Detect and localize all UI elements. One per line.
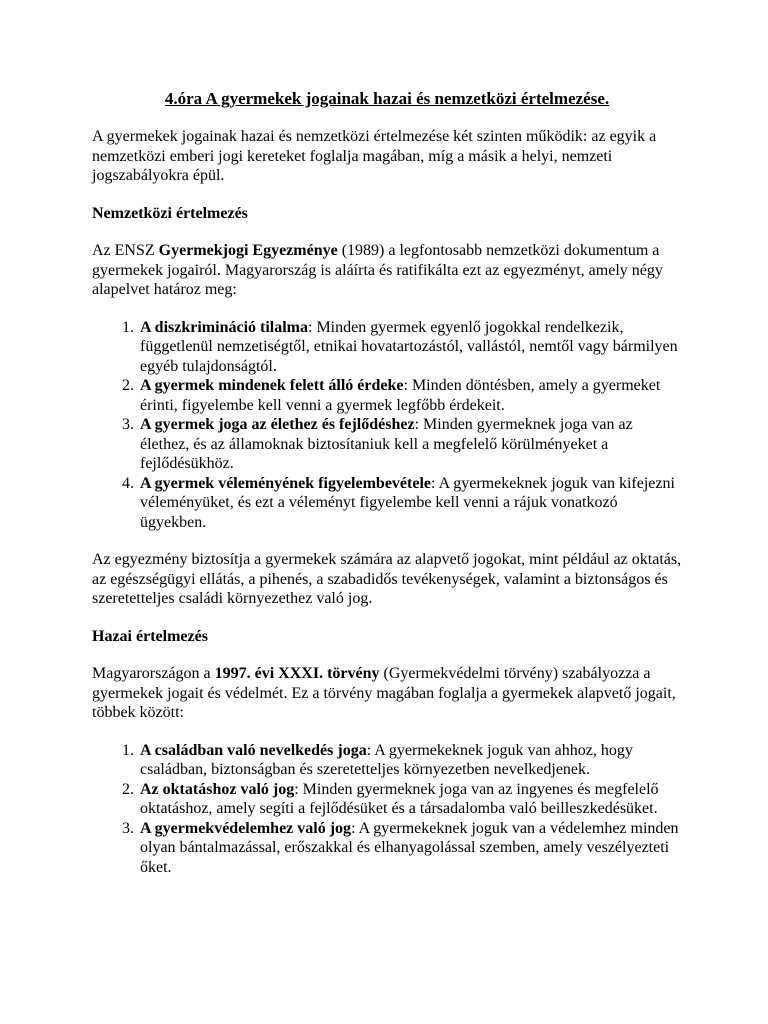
list-item <box>138 318 682 377</box>
international-heading: Nemzetközi értelmezés <box>92 204 248 222</box>
law-name: 1997. évi XXXI. törvény <box>214 665 380 682</box>
intro-paragraph: A gyermekek jogainak hazai és nemzetközi értelmezése két szinten működik: az egyik a nemzetközi emberi jogi kereteket foglalja magában, míg a másik a helyi, nemzeti jogszabályokra épül. <box>92 128 657 184</box>
list-item-text: : Minden gyermeknek joga van az ingyenes és megfelelő oktatáshoz, amely segíti a fejlődésüket és a társadalomba való beilleszkedésüket. <box>140 780 659 817</box>
list-item <box>138 474 682 533</box>
document-page <box>92 88 682 895</box>
domestic-paragraph <box>92 664 682 723</box>
list-item-text: : A gyermekeknek joguk van kifejezni véleményüket, és ezt a véleményt figyelembe kell venni a rájuk vonatkozó ügyekben. <box>140 474 675 531</box>
list-item-text: : Minden gyermeknek joga van az élethez, és az államoknak biztosítaniuk kell a megfelelő körülményeket a fejlődésükhöz. <box>140 416 633 472</box>
list-item <box>138 780 682 819</box>
list-item-term: A gyermekvédelemhez való jog <box>140 819 352 837</box>
domestic-rights-list <box>92 741 682 878</box>
list-item <box>138 819 682 878</box>
list-item-term: A gyermek joga az élethez és fejlődéshez <box>140 416 415 433</box>
convention-name: Gyermekjogi Egyezménye <box>158 242 338 259</box>
list-item-text: : A gyermekeknek joguk van ahhoz, hogy családban, biztonságban és szeretetteljes környezetben nevelkedjenek. <box>140 741 633 778</box>
list-item-term: A családban való nevelkedés joga <box>140 741 367 759</box>
international-paragraph <box>92 241 682 300</box>
international-principles-list <box>92 318 682 533</box>
list-item-text: : A gyermekeknek joguk van a védelemhez minden olyan bántalmazással, erőszakkal és elhanyagolással szemben, amely veszélyezteti őket. <box>140 819 679 876</box>
list-item-term: A gyermek véleményének figyelembevétele <box>140 474 432 492</box>
list-item-text: : Minden gyermek egyenlő jogokkal rendelkezik, függetlenül nemzetiségtől, etnikai hovatartozástól, vallástól, nemtől vagy bármilyen egyéb tulajdonságtól. <box>140 318 678 375</box>
international-paragraph-end: (1989) a legfontosabb nemzetközi dokumentum a gyermekek jogairól. Magyarország is aláírta és ratifikálta ezt az egyezményt, amely négy alapelvet határoz meg: <box>92 242 663 298</box>
list-item <box>138 415 682 474</box>
list-item <box>138 376 682 415</box>
list-item-term: Az oktatáshoz való jog <box>140 780 295 798</box>
list-item-term: A diszkrimináció tilalma <box>140 318 308 336</box>
international-closing-paragraph: Az egyezmény biztosítja a gyermekek számára az alapvető jogokat, mint például az oktatás, az egészségügyi ellátás, a pihenés, a szabadidős tevékenységek, valamint a biztonságos és szeretetteljes családi környezethez való jog. <box>92 551 682 607</box>
domestic-heading: Hazai értelmezés <box>92 627 208 645</box>
list-item-term: A gyermek mindenek felett álló érdeke <box>140 377 404 394</box>
international-paragraph-start: Az ENSZ <box>92 242 159 259</box>
document-title: 4.óra A gyermekek jogainak hazai és nemzetközi értelmezése. <box>164 89 610 108</box>
domestic-paragraph-end: (Gyermekvédelmi törvény) szabályozza a gyermekek jogait és védelmét. Ez a törvény magában foglalja a gyermekek alapvető jogait, többek között: <box>92 665 676 721</box>
list-item-text: : Minden döntésben, amely a gyermeket érinti, figyelembe kell venni a gyermek legfőbb érdekeit. <box>140 377 661 414</box>
list-item <box>138 741 682 780</box>
domestic-paragraph-start: Magyarországon a <box>92 665 215 682</box>
